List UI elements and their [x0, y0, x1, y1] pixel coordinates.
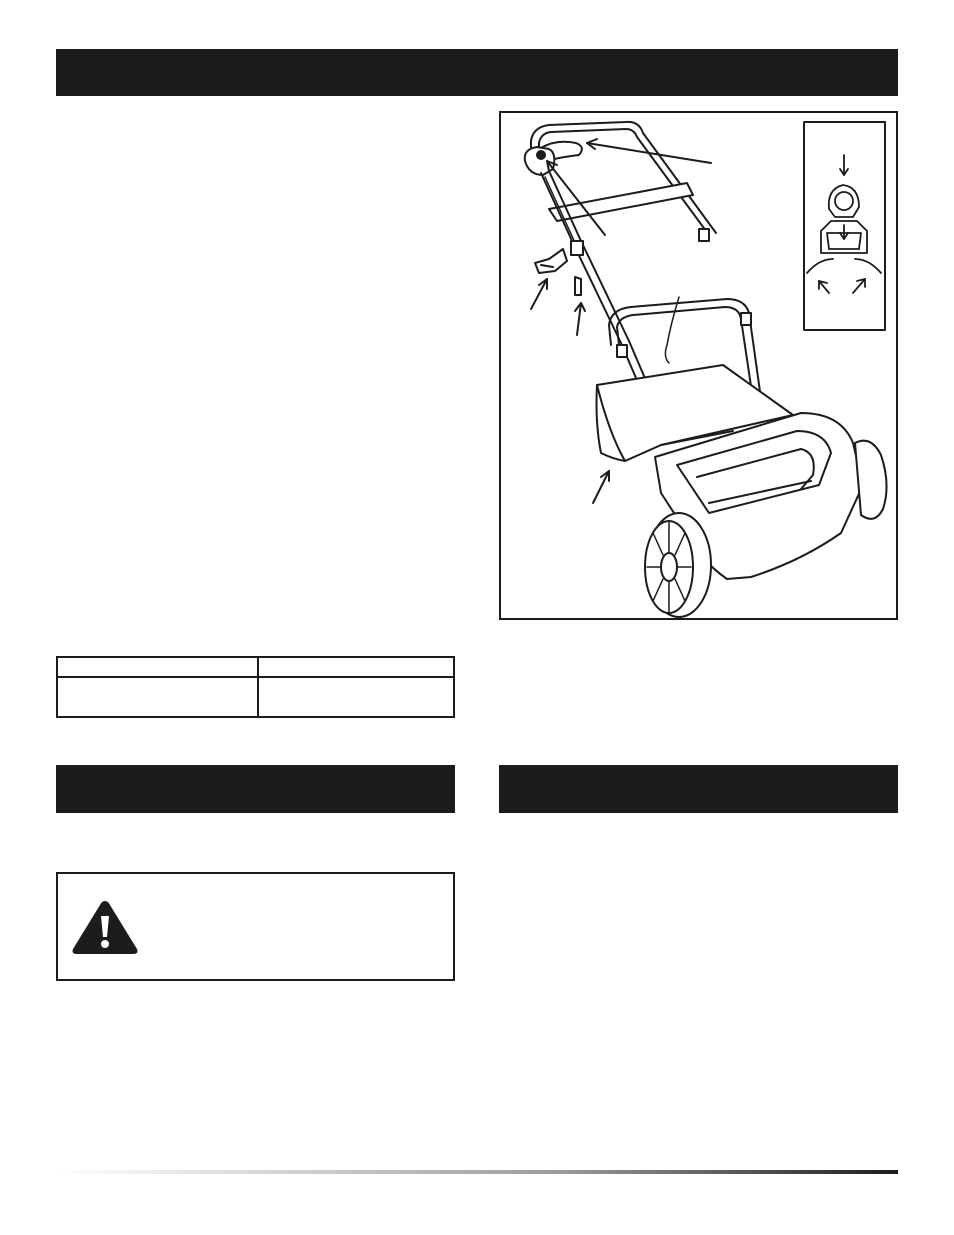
spec-table — [56, 656, 455, 718]
upper-crossbar — [549, 183, 693, 221]
table-cell — [57, 657, 258, 677]
table-cell — [258, 657, 454, 677]
cord-plug — [575, 277, 581, 295]
warning-triangle-icon — [70, 898, 140, 956]
warning-box — [56, 872, 455, 981]
footer-rule — [60, 1170, 898, 1174]
start-lever — [535, 249, 567, 273]
figure-frame — [499, 111, 898, 620]
table-row — [57, 657, 454, 677]
header-band — [56, 49, 898, 96]
section-band-left — [56, 765, 455, 813]
section-band-right — [499, 765, 898, 813]
table-row — [57, 677, 454, 717]
table-cell — [258, 677, 454, 717]
mower-illustration — [501, 113, 896, 618]
right-wheel — [855, 441, 887, 519]
table-cell — [57, 677, 258, 717]
